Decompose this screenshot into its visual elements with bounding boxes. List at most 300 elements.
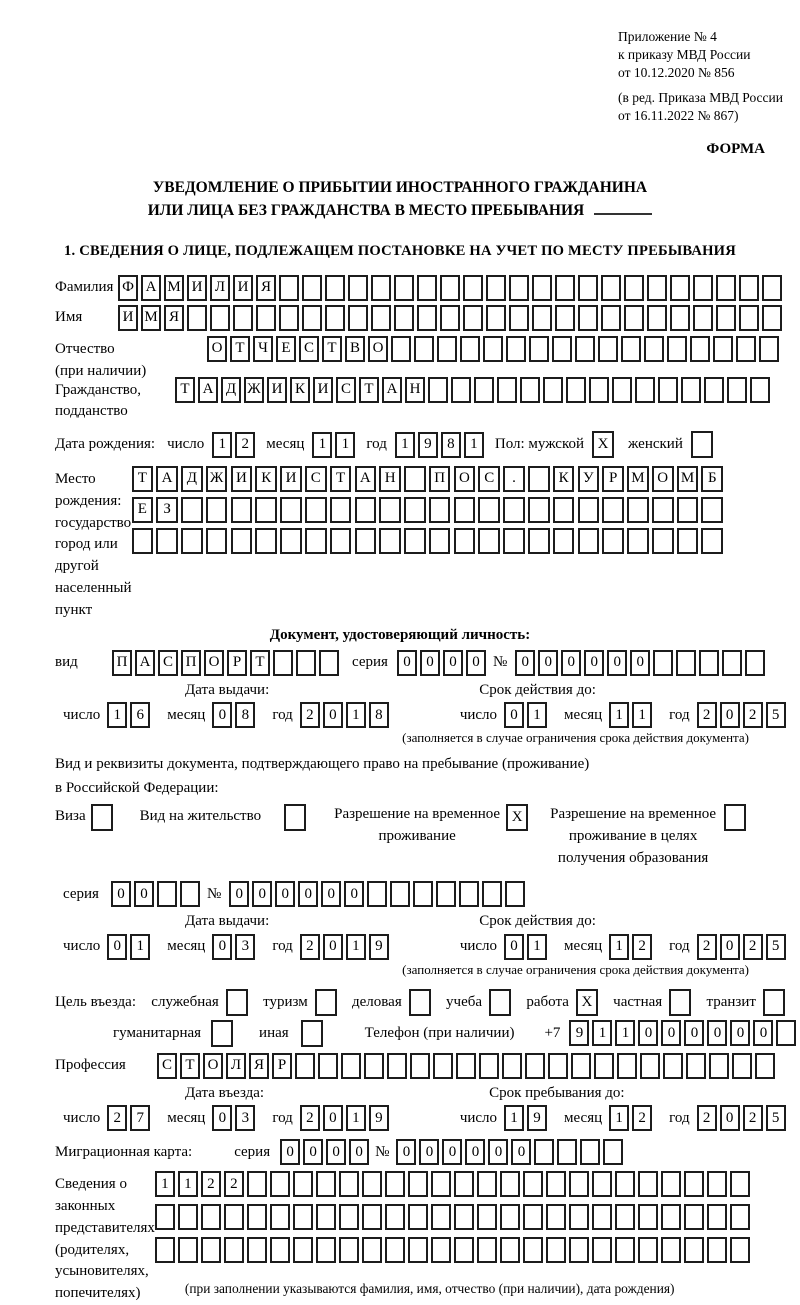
char-box[interactable]: [503, 528, 525, 554]
char-box[interactable]: 1: [609, 702, 629, 728]
char-box[interactable]: 0: [397, 650, 417, 676]
char-box[interactable]: [408, 1204, 428, 1230]
char-box[interactable]: [509, 305, 529, 331]
char-box[interactable]: [371, 305, 391, 331]
char-box[interactable]: [302, 275, 322, 301]
char-box[interactable]: [569, 1204, 589, 1230]
purpose-study-checkbox[interactable]: [489, 989, 511, 1016]
char-box[interactable]: 1: [504, 1105, 524, 1131]
char-box[interactable]: [546, 1204, 566, 1230]
char-box[interactable]: 7: [130, 1105, 150, 1131]
char-box[interactable]: Т: [322, 336, 342, 362]
char-box[interactable]: [546, 1237, 566, 1263]
char-box[interactable]: [557, 1139, 577, 1165]
char-box[interactable]: 0: [323, 702, 343, 728]
char-box[interactable]: 0: [630, 650, 650, 676]
char-box[interactable]: [684, 1204, 704, 1230]
char-box[interactable]: 1: [178, 1171, 198, 1197]
char-box[interactable]: [612, 377, 632, 403]
char-box[interactable]: [296, 650, 316, 676]
char-box[interactable]: [460, 336, 480, 362]
char-box[interactable]: [598, 336, 618, 362]
sex-male-checkbox[interactable]: X: [592, 431, 614, 458]
char-box[interactable]: О: [652, 466, 674, 492]
char-box[interactable]: 0: [465, 1139, 485, 1165]
purpose-private-checkbox[interactable]: [669, 989, 691, 1016]
char-box[interactable]: И: [233, 275, 253, 301]
char-box[interactable]: 1: [395, 432, 415, 458]
char-box[interactable]: [404, 497, 426, 523]
char-box[interactable]: [362, 1171, 382, 1197]
char-box[interactable]: [529, 336, 549, 362]
char-box[interactable]: [653, 650, 673, 676]
char-box[interactable]: М: [164, 275, 184, 301]
char-box[interactable]: [187, 305, 207, 331]
char-box[interactable]: [661, 1237, 681, 1263]
char-box[interactable]: [390, 881, 410, 907]
char-box[interactable]: [387, 1053, 407, 1079]
char-box[interactable]: 1: [592, 1020, 612, 1046]
char-box[interactable]: [431, 1204, 451, 1230]
char-box[interactable]: [201, 1237, 221, 1263]
char-box[interactable]: [463, 275, 483, 301]
char-box[interactable]: Т: [330, 466, 352, 492]
char-box[interactable]: [293, 1204, 313, 1230]
char-box[interactable]: 2: [697, 1105, 717, 1131]
char-box[interactable]: 0: [321, 881, 341, 907]
char-box[interactable]: 1: [464, 432, 484, 458]
char-box[interactable]: [404, 528, 426, 554]
char-box[interactable]: 0: [107, 934, 127, 960]
char-box[interactable]: С: [478, 466, 500, 492]
char-box[interactable]: Е: [132, 497, 154, 523]
char-box[interactable]: [730, 1204, 750, 1230]
char-box[interactable]: [750, 377, 770, 403]
char-box[interactable]: [478, 528, 500, 554]
char-box[interactable]: Е: [276, 336, 296, 362]
char-box[interactable]: [686, 1053, 706, 1079]
char-box[interactable]: [667, 336, 687, 362]
char-box[interactable]: А: [355, 466, 377, 492]
char-box[interactable]: 9: [369, 934, 389, 960]
purpose-official-checkbox[interactable]: [226, 989, 248, 1016]
char-box[interactable]: 0: [212, 1105, 232, 1131]
char-box[interactable]: [647, 305, 667, 331]
char-box[interactable]: [348, 305, 368, 331]
char-box[interactable]: 0: [720, 934, 740, 960]
char-box[interactable]: [394, 305, 414, 331]
char-box[interactable]: [652, 497, 674, 523]
char-box[interactable]: [523, 1204, 543, 1230]
char-box[interactable]: Я: [249, 1053, 269, 1079]
char-box[interactable]: [548, 1053, 568, 1079]
char-box[interactable]: [279, 275, 299, 301]
char-box[interactable]: [224, 1237, 244, 1263]
char-box[interactable]: [233, 305, 253, 331]
char-box[interactable]: [569, 1237, 589, 1263]
char-box[interactable]: [362, 1237, 382, 1263]
char-box[interactable]: [316, 1204, 336, 1230]
char-box[interactable]: 0: [538, 650, 558, 676]
char-box[interactable]: [181, 497, 203, 523]
char-box[interactable]: [575, 336, 595, 362]
char-box[interactable]: [509, 275, 529, 301]
char-box[interactable]: 0: [707, 1020, 727, 1046]
char-box[interactable]: [716, 275, 736, 301]
char-box[interactable]: [525, 1053, 545, 1079]
char-box[interactable]: [776, 1020, 796, 1046]
char-box[interactable]: [479, 1053, 499, 1079]
char-box[interactable]: [624, 275, 644, 301]
char-box[interactable]: [713, 336, 733, 362]
char-box[interactable]: [305, 528, 327, 554]
char-box[interactable]: [701, 497, 723, 523]
char-box[interactable]: [652, 528, 674, 554]
char-box[interactable]: Ф: [118, 275, 138, 301]
char-box[interactable]: 2: [743, 702, 763, 728]
char-box[interactable]: [305, 497, 327, 523]
char-box[interactable]: 0: [466, 650, 486, 676]
char-box[interactable]: 2: [201, 1171, 221, 1197]
char-box[interactable]: В: [345, 336, 365, 362]
char-box[interactable]: 0: [584, 650, 604, 676]
char-box[interactable]: [690, 336, 710, 362]
char-box[interactable]: 1: [346, 702, 366, 728]
char-box[interactable]: [684, 1171, 704, 1197]
char-box[interactable]: [459, 881, 479, 907]
edu-permit-checkbox[interactable]: [724, 804, 746, 831]
char-box[interactable]: И: [313, 377, 333, 403]
char-box[interactable]: [486, 275, 506, 301]
char-box[interactable]: 0: [111, 881, 131, 907]
char-box[interactable]: [704, 377, 724, 403]
char-box[interactable]: [454, 1204, 474, 1230]
char-box[interactable]: 0: [511, 1139, 531, 1165]
char-box[interactable]: П: [181, 650, 201, 676]
char-box[interactable]: [739, 275, 759, 301]
char-box[interactable]: [385, 1171, 405, 1197]
char-box[interactable]: Д: [181, 466, 203, 492]
char-box[interactable]: [247, 1237, 267, 1263]
char-box[interactable]: Р: [272, 1053, 292, 1079]
char-box[interactable]: О: [204, 650, 224, 676]
char-box[interactable]: [528, 497, 550, 523]
char-box[interactable]: [699, 650, 719, 676]
char-box[interactable]: С: [305, 466, 327, 492]
char-box[interactable]: М: [677, 466, 699, 492]
char-box[interactable]: [635, 377, 655, 403]
char-box[interactable]: .: [503, 466, 525, 492]
char-box[interactable]: З: [156, 497, 178, 523]
char-box[interactable]: 1: [527, 702, 547, 728]
char-box[interactable]: [578, 275, 598, 301]
char-box[interactable]: [578, 528, 600, 554]
char-box[interactable]: 9: [369, 1105, 389, 1131]
purpose-business-checkbox[interactable]: [409, 989, 431, 1016]
char-box[interactable]: [385, 1204, 405, 1230]
char-box[interactable]: С: [299, 336, 319, 362]
char-box[interactable]: 1: [312, 432, 332, 458]
char-box[interactable]: [339, 1204, 359, 1230]
char-box[interactable]: [339, 1237, 359, 1263]
char-box[interactable]: [302, 305, 322, 331]
char-box[interactable]: 3: [235, 934, 255, 960]
char-box[interactable]: [206, 497, 228, 523]
char-box[interactable]: 8: [235, 702, 255, 728]
char-box[interactable]: [255, 497, 277, 523]
char-box[interactable]: [247, 1204, 267, 1230]
char-box[interactable]: [295, 1053, 315, 1079]
char-box[interactable]: [677, 497, 699, 523]
char-box[interactable]: [534, 1139, 554, 1165]
char-box[interactable]: 0: [349, 1139, 369, 1165]
char-box[interactable]: [201, 1204, 221, 1230]
char-box[interactable]: [502, 1053, 522, 1079]
char-box[interactable]: [601, 305, 621, 331]
char-box[interactable]: [670, 275, 690, 301]
char-box[interactable]: [316, 1237, 336, 1263]
char-box[interactable]: Т: [180, 1053, 200, 1079]
char-box[interactable]: [270, 1171, 290, 1197]
char-box[interactable]: 0: [504, 934, 524, 960]
char-box[interactable]: К: [290, 377, 310, 403]
char-box[interactable]: 1: [527, 934, 547, 960]
char-box[interactable]: [155, 1237, 175, 1263]
char-box[interactable]: Ч: [253, 336, 273, 362]
char-box[interactable]: [355, 528, 377, 554]
char-box[interactable]: 0: [443, 650, 463, 676]
char-box[interactable]: Т: [359, 377, 379, 403]
char-box[interactable]: 1: [609, 1105, 629, 1131]
purpose-other-checkbox[interactable]: [301, 1020, 323, 1047]
char-box[interactable]: [477, 1204, 497, 1230]
residence-permit-checkbox[interactable]: [284, 804, 306, 831]
char-box[interactable]: [677, 528, 699, 554]
char-box[interactable]: [433, 1053, 453, 1079]
char-box[interactable]: 0: [442, 1139, 462, 1165]
char-box[interactable]: 2: [300, 1105, 320, 1131]
char-box[interactable]: [325, 305, 345, 331]
char-box[interactable]: И: [231, 466, 253, 492]
char-box[interactable]: [339, 1171, 359, 1197]
purpose-humanitarian-checkbox[interactable]: [211, 1020, 233, 1047]
char-box[interactable]: [355, 497, 377, 523]
char-box[interactable]: [478, 497, 500, 523]
char-box[interactable]: 1: [130, 934, 150, 960]
char-box[interactable]: 2: [300, 702, 320, 728]
char-box[interactable]: [408, 1171, 428, 1197]
char-box[interactable]: [553, 497, 575, 523]
char-box[interactable]: [391, 336, 411, 362]
char-box[interactable]: 0: [720, 702, 740, 728]
char-box[interactable]: [132, 528, 154, 554]
char-box[interactable]: [684, 1237, 704, 1263]
char-box[interactable]: [394, 275, 414, 301]
char-box[interactable]: [627, 497, 649, 523]
char-box[interactable]: П: [112, 650, 132, 676]
char-box[interactable]: С: [158, 650, 178, 676]
char-box[interactable]: 1: [609, 934, 629, 960]
char-box[interactable]: [486, 305, 506, 331]
char-box[interactable]: Л: [226, 1053, 246, 1079]
char-box[interactable]: 9: [569, 1020, 589, 1046]
char-box[interactable]: А: [135, 650, 155, 676]
char-box[interactable]: [627, 528, 649, 554]
char-box[interactable]: К: [553, 466, 575, 492]
char-box[interactable]: [178, 1237, 198, 1263]
sex-female-checkbox[interactable]: [691, 431, 713, 458]
char-box[interactable]: [379, 497, 401, 523]
char-box[interactable]: Т: [132, 466, 154, 492]
char-box[interactable]: У: [578, 466, 600, 492]
char-box[interactable]: [463, 305, 483, 331]
char-box[interactable]: [316, 1171, 336, 1197]
char-box[interactable]: [408, 1237, 428, 1263]
char-box[interactable]: 2: [224, 1171, 244, 1197]
char-box[interactable]: 5: [766, 702, 786, 728]
char-box[interactable]: [280, 528, 302, 554]
char-box[interactable]: М: [627, 466, 649, 492]
char-box[interactable]: [578, 305, 598, 331]
char-box[interactable]: [638, 1204, 658, 1230]
char-box[interactable]: [178, 1204, 198, 1230]
char-box[interactable]: 0: [684, 1020, 704, 1046]
char-box[interactable]: [670, 305, 690, 331]
char-box[interactable]: 2: [743, 1105, 763, 1131]
char-box[interactable]: [569, 1171, 589, 1197]
char-box[interactable]: 8: [441, 432, 461, 458]
char-box[interactable]: 0: [323, 1105, 343, 1131]
char-box[interactable]: [615, 1237, 635, 1263]
char-box[interactable]: [707, 1171, 727, 1197]
char-box[interactable]: И: [187, 275, 207, 301]
char-box[interactable]: С: [157, 1053, 177, 1079]
char-box[interactable]: 6: [130, 702, 150, 728]
char-box[interactable]: [745, 650, 765, 676]
char-box[interactable]: [454, 528, 476, 554]
char-box[interactable]: А: [156, 466, 178, 492]
char-box[interactable]: [341, 1053, 361, 1079]
char-box[interactable]: [371, 275, 391, 301]
char-box[interactable]: [523, 1237, 543, 1263]
char-box[interactable]: [348, 275, 368, 301]
char-box[interactable]: Л: [210, 275, 230, 301]
char-box[interactable]: [555, 305, 575, 331]
char-box[interactable]: [413, 881, 433, 907]
char-box[interactable]: Я: [256, 275, 276, 301]
char-box[interactable]: 0: [720, 1105, 740, 1131]
char-box[interactable]: [477, 1237, 497, 1263]
visa-checkbox[interactable]: [91, 804, 113, 831]
char-box[interactable]: 2: [300, 934, 320, 960]
char-box[interactable]: [701, 528, 723, 554]
char-box[interactable]: [566, 377, 586, 403]
char-box[interactable]: [722, 650, 742, 676]
char-box[interactable]: Р: [227, 650, 247, 676]
char-box[interactable]: [532, 275, 552, 301]
char-box[interactable]: [431, 1237, 451, 1263]
char-box[interactable]: [730, 1171, 750, 1197]
char-box[interactable]: [615, 1171, 635, 1197]
char-box[interactable]: 1: [155, 1171, 175, 1197]
char-box[interactable]: [730, 1237, 750, 1263]
char-box[interactable]: [532, 305, 552, 331]
char-box[interactable]: [638, 1237, 658, 1263]
char-box[interactable]: О: [454, 466, 476, 492]
char-box[interactable]: С: [336, 377, 356, 403]
char-box[interactable]: 0: [419, 1139, 439, 1165]
char-box[interactable]: [707, 1237, 727, 1263]
char-box[interactable]: [270, 1204, 290, 1230]
char-box[interactable]: [736, 336, 756, 362]
char-box[interactable]: 0: [275, 881, 295, 907]
char-box[interactable]: [156, 528, 178, 554]
char-box[interactable]: [497, 377, 517, 403]
char-box[interactable]: [592, 1171, 612, 1197]
char-box[interactable]: И: [280, 466, 302, 492]
char-box[interactable]: П: [429, 466, 451, 492]
char-box[interactable]: [231, 528, 253, 554]
char-box[interactable]: [716, 305, 736, 331]
char-box[interactable]: [571, 1053, 591, 1079]
char-box[interactable]: [440, 275, 460, 301]
char-box[interactable]: [755, 1053, 775, 1079]
char-box[interactable]: [431, 1171, 451, 1197]
char-box[interactable]: И: [267, 377, 287, 403]
char-box[interactable]: [621, 336, 641, 362]
char-box[interactable]: [256, 305, 276, 331]
char-box[interactable]: [437, 336, 457, 362]
purpose-tourism-checkbox[interactable]: [315, 989, 337, 1016]
char-box[interactable]: 2: [697, 702, 717, 728]
char-box[interactable]: [594, 1053, 614, 1079]
char-box[interactable]: 0: [504, 702, 524, 728]
char-box[interactable]: [709, 1053, 729, 1079]
char-box[interactable]: 0: [134, 881, 154, 907]
char-box[interactable]: М: [141, 305, 161, 331]
char-box[interactable]: [157, 881, 177, 907]
char-box[interactable]: [552, 336, 572, 362]
char-box[interactable]: 2: [632, 1105, 652, 1131]
char-box[interactable]: [231, 497, 253, 523]
char-box[interactable]: Т: [230, 336, 250, 362]
char-box[interactable]: О: [207, 336, 227, 362]
char-box[interactable]: [503, 497, 525, 523]
char-box[interactable]: И: [118, 305, 138, 331]
char-box[interactable]: [644, 336, 664, 362]
char-box[interactable]: Н: [379, 466, 401, 492]
char-box[interactable]: [707, 1204, 727, 1230]
char-box[interactable]: [330, 497, 352, 523]
char-box[interactable]: 0: [607, 650, 627, 676]
char-box[interactable]: [417, 305, 437, 331]
char-box[interactable]: 1: [335, 432, 355, 458]
char-box[interactable]: А: [382, 377, 402, 403]
char-box[interactable]: [436, 881, 456, 907]
char-box[interactable]: [647, 275, 667, 301]
char-box[interactable]: [280, 497, 302, 523]
char-box[interactable]: Ж: [244, 377, 264, 403]
char-box[interactable]: [762, 275, 782, 301]
char-box[interactable]: [224, 1204, 244, 1230]
char-box[interactable]: [325, 275, 345, 301]
char-box[interactable]: [429, 528, 451, 554]
char-box[interactable]: Д: [221, 377, 241, 403]
char-box[interactable]: 0: [561, 650, 581, 676]
char-box[interactable]: 0: [396, 1139, 416, 1165]
char-box[interactable]: [624, 305, 644, 331]
char-box[interactable]: [658, 377, 678, 403]
